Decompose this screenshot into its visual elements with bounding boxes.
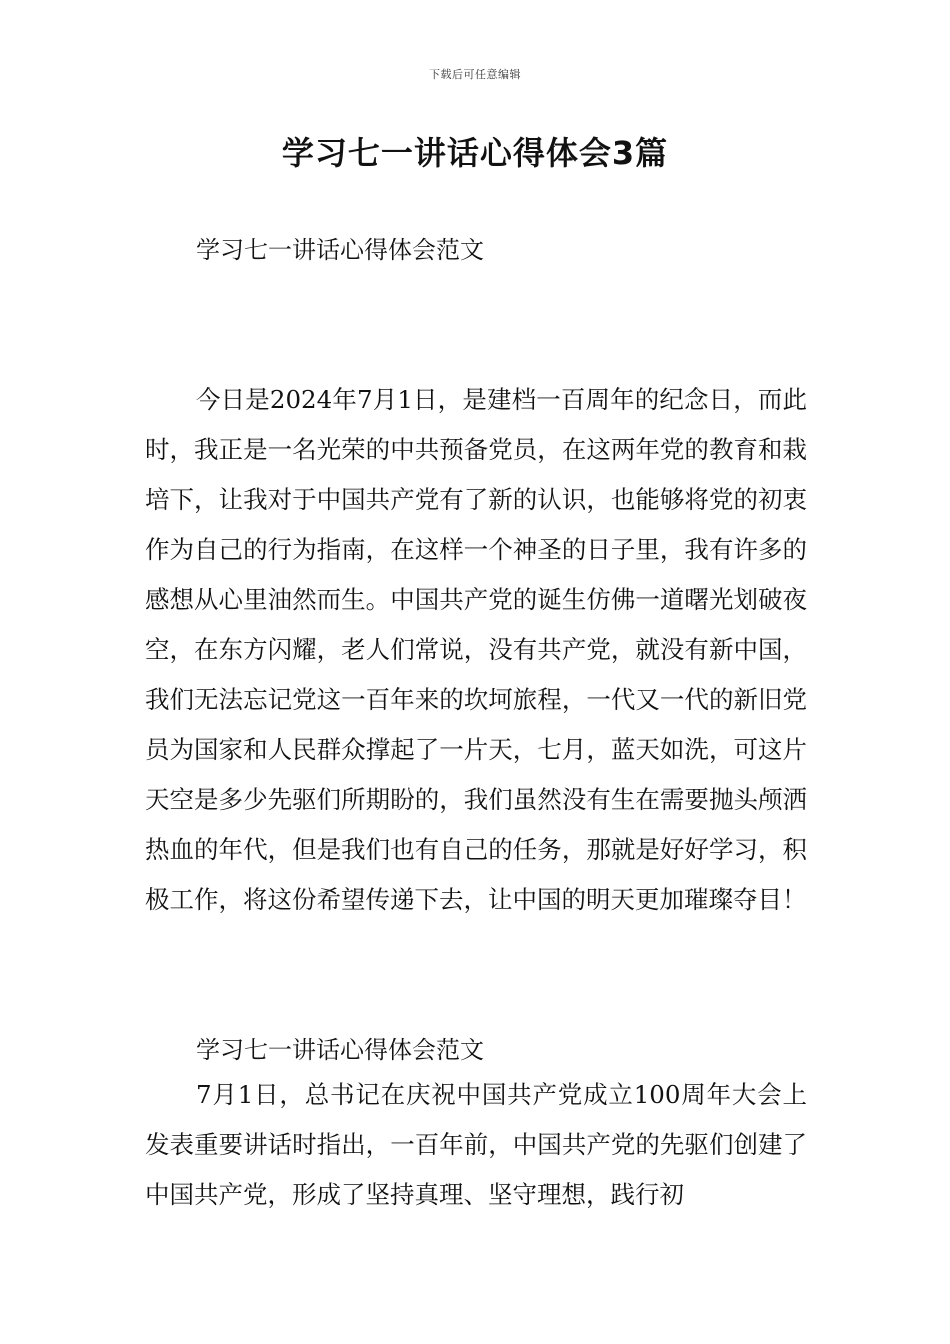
section-paragraph-1: 今日是2024年7月1日，是建档一百周年的纪念日，而此时，我正是一名光荣的中共预备党员，在这两年党的教育和栽培下，让我对于中国共产党有了新的认识，也能够将党的初衷作为自己的行为指南，在这样一个神圣的日子里，我有许多的感想从心里油然而生。中国共产党的诞生仿佛一道曙光划破夜空，在东方闪耀，老人们常说，没有共产党，就没有新中国，我们无法忘记党这一百年来的坎坷旅程，一代又一代的新旧党员为国家和人民群众撑起了一片天，七月，蓝天如洗，可这片天空是多少先驱们所期盼的，我们虽然没有生在需要抛头颅洒热血的年代，但是我们也有自己的任务，那就是好好学习，积极工作，将这份希望传递下去，让中国的明天更加璀璨夺目！ <box>145 385 807 914</box>
header-note: 下载后可任意编辑 <box>429 68 521 81</box>
section-heading-1: 学习七一讲话心得体会范文 <box>196 236 484 264</box>
section-paragraph-2: 7月1日，总书记在庆祝中国共产党成立100周年大会上发表重要讲话时指出，一百年前，中国共产党的先驱们创建了中国共产党，形成了坚持真理、坚守理想，践行初 <box>145 1080 807 1209</box>
section-heading-2: 学习七一讲话心得体会范文 <box>196 1036 484 1064</box>
document-title: 学习七一讲话心得体会3篇 <box>281 134 669 172</box>
